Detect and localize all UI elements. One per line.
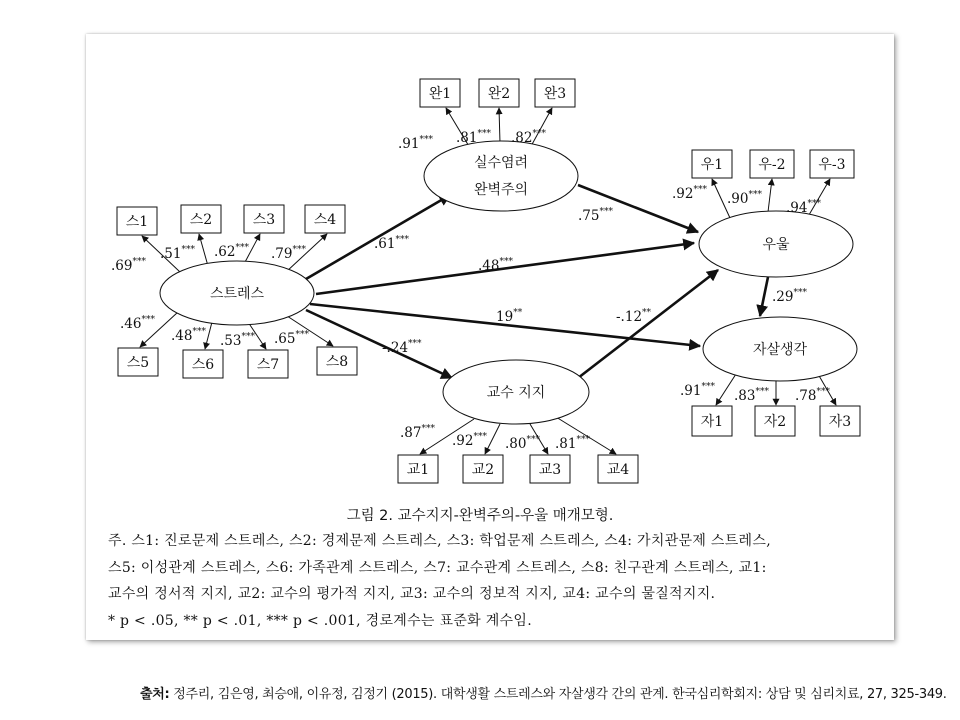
indicator-label: 자2 [763, 414, 787, 430]
coef-stress-3: .62*** [214, 243, 249, 260]
figure-notes [108, 528, 878, 634]
indicator-label: 스3 [252, 212, 276, 228]
coef-dep-3: .94*** [786, 199, 821, 216]
coef-path-stress-sui: 19** [496, 308, 523, 325]
loading-arrow [716, 374, 736, 405]
latent-perfectionism [424, 141, 578, 211]
indicator-label: 스7 [256, 357, 280, 373]
note-line: 교수의 정서적 지지, 교2: 교수의 평가적 지지, 교3: 교수의 정보적 지지, 교4: 교수의 물질적지지. [108, 586, 716, 602]
coef-sup-1: .87*** [400, 424, 435, 441]
loading-arrow [199, 234, 208, 266]
loading-arrow [499, 108, 500, 143]
loading-arrow [530, 108, 552, 148]
indicator-label: 완2 [487, 86, 511, 102]
coef-stress-6: .48*** [171, 327, 206, 344]
path-support-depression [578, 270, 718, 378]
indicator-label: 스2 [189, 212, 213, 228]
coef-sup-4: .81*** [555, 435, 590, 452]
coef-stress-2: .51*** [160, 245, 195, 262]
indicator-label: 우-3 [818, 157, 846, 173]
latent-label-perfectionism-2: 완벽주의 [473, 182, 529, 198]
coef-path-stress-dep: .48*** [478, 257, 513, 274]
suicide-indicators [692, 406, 860, 436]
support-indicators [398, 455, 638, 483]
coef-sup-2: .92*** [452, 432, 487, 449]
indicator-label: 교2 [471, 462, 495, 478]
indicator-label: 완1 [428, 86, 452, 102]
indicator-label: 스6 [191, 357, 215, 373]
source-text: 정주리, 김은영, 최승애, 이유정, 김정기 (2015). 대학생활 스트레스와 자살생각 간의 관계. 한국심리학회지: 상담 및 심리치료, 27, 325-349. [169, 687, 947, 702]
indicator-label: 우-2 [758, 157, 786, 173]
coef-sup-3: .80*** [505, 435, 540, 452]
coef-path-dep-sui: .29*** [772, 288, 807, 305]
indicator-label: 자1 [700, 414, 724, 430]
coef-path-sup-dep: -.12** [616, 308, 652, 325]
coef-perf-1: .91*** [398, 135, 433, 152]
indicator-label: 스4 [313, 212, 337, 228]
coef-stress-7: .53*** [220, 332, 255, 349]
structural-paths [306, 185, 768, 378]
latent-label-stress: 스트레스 [209, 286, 265, 302]
note-line: 스5: 이성관계 스트레스, 스6: 가족관계 스트레스, 스7: 교수관계 스트레스, 스8: 친구관계 스트레스, 교1: [108, 559, 767, 576]
coef-sui-3: .78*** [795, 387, 830, 404]
figure-caption: 그림 2. 교수지지-완벽주의-우울 매개모형. [346, 508, 614, 524]
source-label: 출처: [140, 687, 170, 702]
indicator-label: 스1 [125, 214, 149, 230]
latent-label-perfectionism-1: 실수염려 [473, 155, 529, 171]
coef-perf-3: .82*** [511, 129, 546, 146]
indicator-label: 교3 [538, 462, 562, 478]
coef-stress-8: .65*** [274, 330, 309, 347]
path-stress-depression [316, 243, 694, 294]
coef-path-stress-sup: -.24*** [382, 339, 422, 356]
coef-dep-1: .92*** [672, 185, 707, 202]
coef-perf-2: .81*** [456, 129, 491, 146]
latent-label-suicide: 자살생각 [752, 342, 808, 358]
source-citation [140, 683, 948, 702]
path-depression-suicide [760, 277, 768, 316]
loading-arrow [485, 424, 500, 454]
loading-arrow [205, 322, 212, 349]
coef-sui-2: .83*** [734, 387, 769, 404]
depression-indicators [692, 150, 854, 178]
loading-arrow [768, 179, 772, 212]
indicator-label: 스8 [325, 354, 349, 370]
coef-sui-1: .91*** [680, 382, 715, 399]
note-line: * p < .05, ** p < .01, *** p < .001, 경로계수는 표준화 계수임. [108, 612, 532, 629]
latent-label-support: 교수 지지 [486, 385, 546, 401]
latent-variables [160, 141, 857, 424]
indicator-label: 자3 [828, 414, 852, 430]
coef-path-stress-perf: .61*** [374, 235, 409, 252]
indicator-label: 스5 [126, 355, 150, 371]
indicator-label: 우1 [700, 157, 724, 173]
latent-label-depression: 우울 [762, 237, 790, 253]
coef-stress-1: .69*** [111, 257, 146, 274]
coef-stress-4: .79*** [271, 245, 306, 262]
coef-dep-2: .90*** [727, 190, 762, 207]
note-line: 주. 스1: 진로문제 스트레스, 스2: 경제문제 스트레스, 스3: 학업문제 스트레스, 스4: 가치관문제 스트레스, [108, 533, 771, 549]
indicator-label: 교4 [606, 462, 630, 478]
perfectionism-indicators [420, 79, 575, 107]
coef-stress-5: .46*** [120, 315, 155, 332]
coef-path-perf-dep: .75*** [578, 207, 613, 224]
indicator-label: 완3 [543, 86, 567, 102]
indicator-label: 교1 [406, 462, 430, 478]
